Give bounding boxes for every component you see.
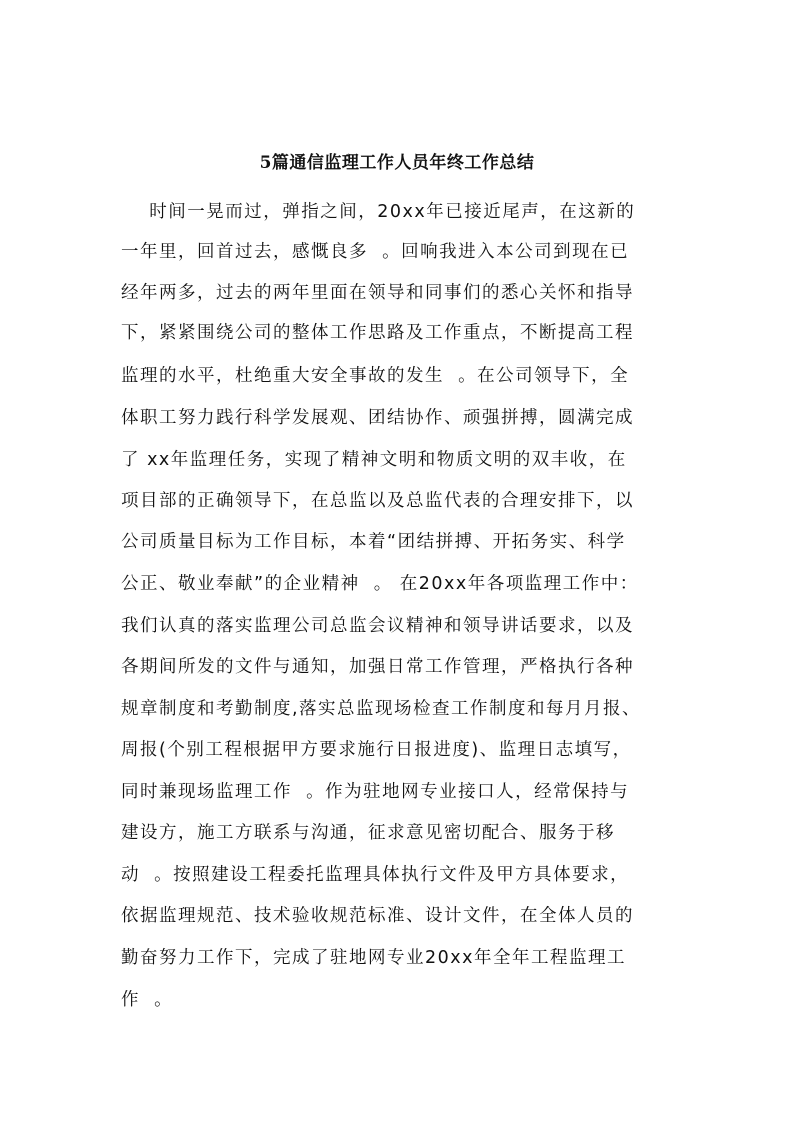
paragraph-line: 规章制度和考勤制度,落实总监现场检查工作制度和每月月报、 bbox=[121, 699, 642, 719]
paragraph-line: 我们认真的落实监理公司总监会议精神和领导讲话要求，以及 bbox=[121, 616, 634, 636]
paragraph-line: 建设方，施工方联系与沟通，征求意见密切配合、服务于移 bbox=[121, 823, 615, 843]
paragraph-line: 体职工努力践行科学发展观、团结协作、顽强拼搏，圆满完成 bbox=[121, 408, 634, 428]
paragraph-line: 作 。 bbox=[121, 990, 174, 1010]
paragraph-line: 下，紧紧围绕公司的整体工作思路及工作重点，不断提高工程 bbox=[121, 323, 634, 343]
paragraph-line: 时间一晃而过，弹指之间，20xx年已接近尾声，在这新的 bbox=[121, 202, 636, 222]
paragraph-line: 周报(个别工程根据甲方要求施行日报进度)、监理日志填写， bbox=[121, 740, 632, 760]
paragraph-line: 各期间所发的文件与通知，加强日常工作管理，严格执行各种 bbox=[121, 657, 634, 677]
document-title: 5篇通信监理工作人员年终工作总结 bbox=[259, 153, 535, 173]
paragraph-line: 动 。按照建设工程委托监理具体执行文件及甲方具体要求， bbox=[121, 865, 630, 885]
paragraph-line: 了 xx年监理任务，实现了精神文明和物质文明的双丰收，在 bbox=[121, 450, 627, 470]
paragraph-line: 经年两多，过去的两年里面在领导和同事们的悉心关怀和指导 bbox=[121, 283, 634, 303]
paragraph-line: 公司质量目标为工作目标，本着“团结拼搏、开拓务实、科学 bbox=[121, 532, 626, 552]
paragraph-line: 一年里，回首过去，感慨良多 。回响我进入本公司到现在已 bbox=[121, 242, 630, 262]
paragraph-line: 依据监理规范、技术验收规范标准、设计文件，在全体人员的 bbox=[121, 906, 634, 926]
paragraph-line: 公正、敬业奉献”的企业精神 。 在20xx年各项监理工作中： bbox=[121, 574, 639, 594]
paragraph-line: 同时兼现场监理工作 。作为驻地网专业接口人，经常保持与 bbox=[121, 782, 630, 802]
paragraph-line: 项目部的正确领导下，在总监以及总监代表的合理安排下，以 bbox=[121, 491, 634, 511]
paragraph-line: 监理的水平，杜绝重大安全事故的发生 。在公司领导下，全 bbox=[121, 366, 630, 386]
paragraph-line: 勤奋努力工作下，完成了驻地网专业20xx年全年工程监理工 bbox=[121, 948, 626, 968]
